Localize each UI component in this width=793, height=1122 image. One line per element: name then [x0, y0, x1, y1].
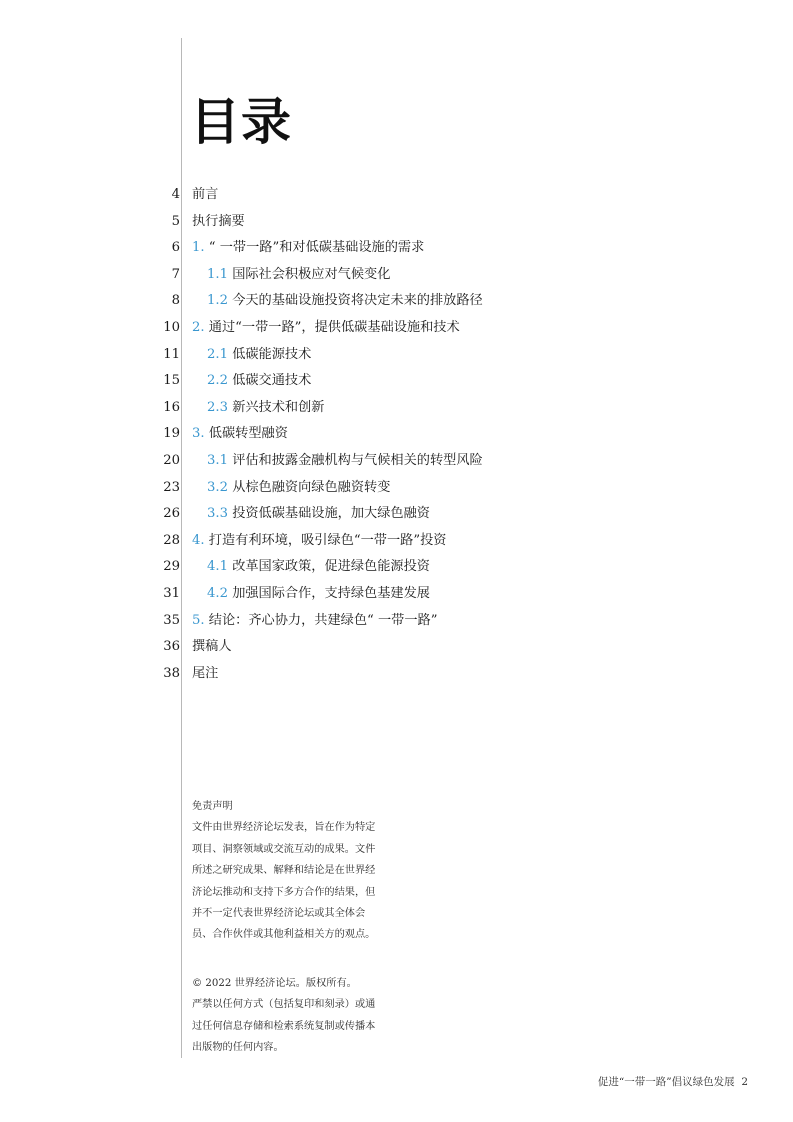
toc-entry [192, 235, 424, 262]
toc-item[interactable] [0, 421, 600, 448]
disclaimer-heading: 免责声明 [192, 801, 233, 812]
toc-section-number: 2.1 [207, 346, 228, 362]
toc-page-number: 19 [163, 426, 180, 442]
toc-item[interactable] [0, 661, 600, 688]
toc-item[interactable] [0, 634, 600, 661]
toc-section-number: 2.2 [207, 373, 228, 389]
toc-item[interactable] [0, 288, 600, 315]
toc-entry [207, 288, 483, 315]
toc-title: 打造有利环境，吸引绿色“一带一路”投资 [208, 532, 447, 548]
toc-page-number: 36 [163, 639, 180, 655]
disclaimer-line: 文件由世界经济论坛发表，旨在作为特定 [192, 822, 376, 834]
toc-entry [192, 608, 437, 635]
toc-section-number: 4.1 [207, 559, 228, 575]
toc-section-number: 1. [192, 240, 205, 256]
toc-page-number: 16 [163, 399, 180, 415]
toc-item[interactable] [0, 209, 600, 236]
toc-page-number: 35 [163, 612, 180, 628]
toc-item[interactable] [0, 608, 600, 635]
toc-entry [207, 262, 390, 289]
toc-item[interactable] [0, 182, 600, 209]
toc-entry [207, 501, 430, 528]
toc-item[interactable] [0, 395, 600, 422]
toc-page-number: 8 [171, 293, 180, 309]
toc-section-number: 2.3 [207, 399, 228, 415]
toc-page-number: 26 [163, 506, 180, 522]
toc-title: 新兴技术和创新 [232, 399, 325, 415]
toc-page-number: 15 [163, 373, 180, 389]
toc-entry [192, 182, 218, 209]
toc-item[interactable] [0, 554, 600, 581]
toc-entry [207, 395, 325, 422]
toc-page-number: 31 [163, 585, 180, 601]
footer-title: 促进“一带一路”倡议绿色发展 [597, 1076, 735, 1088]
toc-entry [192, 634, 232, 661]
toc-title: 加强国际合作，支持绿色基建发展 [232, 585, 430, 601]
toc-title: 低碳能源技术 [232, 346, 312, 362]
toc-title: 结论：齐心协力，共建绿色“ 一带一路” [208, 612, 438, 628]
toc-title: 国际社会积极应对气候变化 [232, 266, 391, 282]
toc-section-number: 5. [192, 612, 205, 628]
toc-page-number: 6 [171, 240, 180, 256]
toc-item[interactable] [0, 342, 600, 369]
toc-page-number: 4 [171, 187, 180, 202]
toc-page-number: 10 [163, 319, 180, 335]
toc-title: 撰稿人 [192, 639, 232, 655]
toc-title: “ 一带一路”和对低碳基础设施的需求 [208, 240, 425, 256]
toc-entry [207, 342, 311, 369]
toc-item[interactable] [0, 235, 600, 262]
toc-title: 低碳转型融资 [208, 426, 288, 442]
toc-title: 执行摘要 [192, 213, 245, 229]
toc-page-number: 23 [163, 479, 180, 495]
copyright-line: © 2022 世界经济论坛。版权所有。 [192, 978, 357, 989]
disclaimer-line: 济论坛推动和支持下多方合作的结果，但 [192, 886, 376, 898]
toc-section-number: 1.1 [207, 266, 228, 282]
toc-entry [192, 209, 245, 236]
toc-entry [192, 528, 446, 555]
toc-item[interactable] [0, 315, 600, 342]
toc-entry [192, 421, 288, 448]
toc-section-number: 3. [192, 426, 205, 442]
toc-page-number: 28 [163, 532, 180, 548]
disclaimer-line: 项目、洞察领域或交流互动的成果。文件 [192, 843, 376, 855]
toc-entry [207, 475, 390, 502]
toc-section-number: 1.2 [207, 293, 228, 309]
toc-title: 改革国家政策，促进绿色能源投资 [232, 559, 430, 575]
copyright-line: 出版物的任何内容。 [192, 1042, 284, 1054]
toc-title: 低碳交通技术 [232, 373, 312, 389]
footer-page-number: 2 [741, 1076, 748, 1088]
table-of-contents [0, 182, 600, 687]
toc-title: 从棕色融资向绿色融资转变 [232, 479, 391, 495]
toc-title: 尾注 [192, 665, 219, 681]
toc-page-number: 7 [171, 266, 180, 282]
copyright-notice [192, 973, 422, 1059]
toc-title: 前言 [192, 187, 219, 202]
toc-item[interactable] [0, 475, 600, 502]
toc-entry [207, 368, 311, 395]
toc-entry [207, 581, 430, 608]
toc-section-number: 3.1 [207, 452, 228, 468]
toc-item[interactable] [0, 262, 600, 289]
toc-item[interactable] [0, 448, 600, 475]
toc-page-number: 38 [163, 665, 180, 681]
disclaimer-line: 所述之研究成果、解释和结论是在世界经 [192, 865, 376, 877]
page-title: 目录 [190, 92, 292, 151]
copyright-line: 严禁以任何方式（包括复印和刻录）或通 [192, 999, 376, 1011]
toc-entry [192, 661, 218, 688]
toc-page-number: 20 [163, 452, 180, 468]
toc-section-number: 2. [192, 319, 205, 335]
toc-title: 投资低碳基础设施，加大绿色融资 [232, 506, 430, 522]
disclaimer [192, 796, 407, 946]
toc-entry [207, 554, 430, 581]
toc-title: 评估和披露金融机构与气候相关的转型风险 [232, 452, 483, 468]
toc-section-number: 3.2 [207, 479, 228, 495]
page-footer [598, 1074, 748, 1089]
toc-entry [207, 448, 483, 475]
disclaimer-line: 员、合作伙伴或其他利益相关方的观点。 [192, 929, 376, 941]
toc-item[interactable] [0, 581, 600, 608]
toc-item[interactable] [0, 528, 600, 555]
toc-item[interactable] [0, 501, 600, 528]
toc-title: 今天的基础设施投资将决定未来的排放路径 [232, 293, 483, 309]
toc-page-number: 5 [171, 213, 180, 229]
copyright-line: 过任何信息存储和检索系统复制或传播本 [192, 1020, 376, 1032]
toc-section-number: 3.3 [207, 506, 228, 522]
toc-page-number: 11 [163, 346, 180, 362]
disclaimer-line: 并不一定代表世界经济论坛或其全体会 [192, 908, 366, 920]
toc-page-number: 29 [163, 559, 180, 575]
toc-section-number: 4. [192, 532, 205, 548]
disclaimer-body [192, 817, 407, 945]
toc-entry [192, 315, 460, 342]
toc-section-number: 4.2 [207, 585, 228, 601]
toc-title: 通过“一带一路”，提供低碳基础设施和技术 [208, 319, 460, 335]
toc-item[interactable] [0, 368, 600, 395]
